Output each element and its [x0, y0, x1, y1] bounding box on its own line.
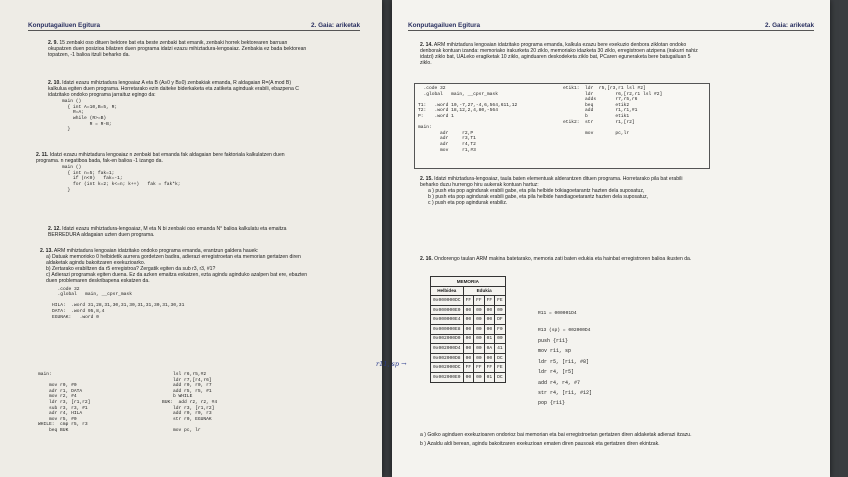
instruction-line: mov r11, sp: [538, 348, 572, 355]
left-page: [0, 0, 382, 477]
exercise-number: 2. 11.: [36, 152, 49, 158]
subquestion-c: c ) push eta pop agindurak erabiliz.: [428, 200, 508, 207]
memory-address: 0x002000E0: [431, 372, 464, 382]
topic-title: 2. Gaia: ariketak: [310, 22, 360, 29]
memory-byte: 00: [463, 324, 474, 334]
exercise-2-15: [420, 176, 702, 206]
right-running-header: [408, 22, 814, 31]
subquestion-a: a ) Goiko aginduen exekuzioaren ondorioz bai memorian eta bai erregistroetan gertatzen diren aldaketak adierazi itzazu.: [420, 432, 692, 438]
memory-byte: FE: [495, 363, 506, 373]
memory-byte: 00: [474, 372, 485, 382]
subquestion-c: c) Adierazi programak egiten duena. Ez da azken emaitza eskatzen, ezta agindu aginduko azalpen bat ere, ebazten duen problemaren deskribapena eskatzen da.: [46, 272, 308, 285]
memory-byte: 00: [463, 344, 474, 354]
instruction-line: ldr r5, [r11, #8]: [538, 358, 590, 365]
exercise-2-12: [48, 226, 310, 238]
exercise-2-11: [36, 152, 308, 193]
exercise-2-16: [420, 256, 702, 262]
subquestion-b: b ) Azaldu aldi berean, agindu bakoitzaren exekuzioan ematen diren pausoak eta gertatzen diren ekintzak.: [420, 441, 660, 448]
exercise-number: 2. 13.: [40, 248, 53, 254]
memory-byte: FF: [484, 296, 495, 306]
instruction-list: [538, 336, 592, 409]
memory-byte: F0: [495, 324, 506, 334]
instruction-line: str r4, [r11, #12]: [538, 390, 593, 397]
memory-byte: 00: [484, 305, 495, 315]
subquestion-a: a) Datuak memorioko 0 helbidetik aurrera gordetzen badira, adierazi erregistroetan eta memorian gertatzen diren aldaketak agindu bakoitzaren exekuzioarko.: [46, 254, 301, 267]
c-code-snippet: main () { int n=5; fak=1; if (n<0) fak=-1; for (int k=2; k<=n; k++) fak = fak*k; }: [62, 165, 181, 193]
instruction-line: add r4, r4, #7: [538, 379, 581, 386]
memory-byte: 00: [463, 334, 474, 344]
memory-table: [430, 276, 506, 383]
topic-title: 2. Gaia: ariketak: [764, 22, 814, 29]
column-address: Helbidea: [431, 286, 464, 296]
memory-byte: 00: [484, 324, 495, 334]
instruction-line: ldr r4, [r5]: [538, 369, 575, 376]
memory-byte: FE: [495, 296, 506, 306]
exercise-2-10: [48, 80, 308, 133]
exercise-text: Idatzi ezazu mihiztadura lengoaiaz n zenbaki bat emanda fak aldagaian bere faktoriala kalkulatzen duen programa. n negatiboa bada, fak-en balioa -1 izango da.: [36, 152, 285, 165]
memory-byte: 00: [463, 315, 474, 325]
memory-address: 0x000000E4: [431, 315, 464, 325]
memory-table-wrapper: [430, 276, 506, 383]
memory-address: 0x000000DC: [431, 296, 464, 306]
right-page: [392, 0, 830, 477]
memory-byte: 00: [474, 305, 485, 315]
memory-byte: 00: [495, 305, 506, 315]
memory-row: [431, 324, 506, 334]
exercise-number: 2. 10.: [48, 80, 61, 86]
memory-row: [431, 363, 506, 373]
column-content: Edukia: [463, 286, 505, 296]
memory-byte: 00: [463, 305, 474, 315]
memory-byte: 01: [484, 372, 495, 382]
exercise-number: 2. 12.: [48, 226, 61, 232]
exercise-text: ARM mihiztadura lengoaian idatzitako ondoko programa emanda, erantzun galdera hauek:: [53, 248, 259, 254]
memory-byte: FF: [484, 363, 495, 373]
exercise-2-13: [40, 248, 310, 320]
memory-address: 0x000000E8: [431, 324, 464, 334]
memory-byte: 00: [495, 334, 506, 344]
course-title: Konputagailuen Egitura: [28, 22, 101, 29]
memory-byte: 00: [474, 353, 485, 363]
memory-byte: DC: [495, 372, 506, 382]
memory-byte: 00: [474, 344, 485, 354]
memory-byte: FF: [463, 296, 474, 306]
memory-row: [431, 296, 506, 306]
asm-code-left-column: main: mov r0, #0 adr r1, DATA mov r2, #4 ldr r3, [r1,r2] sub r3, r3, #1 adr r4, HILA mov r5, #0 WHILE: cmp r5, r3 beq BUK: [38, 372, 91, 433]
handwritten-note: r11, sp →: [376, 360, 407, 368]
memory-byte: FF: [463, 363, 474, 373]
memory-byte: DF: [495, 315, 506, 325]
exercise-text: 15 zenbaki oso dituen bektore bat eta beste zenbaki bat emanik, zenbaki horrek bektorearen barruan okupatzen duen posizioa bilatzen duen programa idatzi ezazu mihiztadura-lengoaiaz. Zenbakia ez bada bektorean topatzen, -1 balioa itzuli beharko da.: [48, 40, 307, 59]
memory-byte: 01: [484, 334, 495, 344]
memory-row: [431, 353, 506, 363]
exercise-text: Ondorengo taulan ARM makina batetarako, memoria zati baten edukia eta hainbat erregistroren balioa ikusten da.: [434, 256, 692, 262]
subquestion-b: b ) push eta pop agindurak erabili gabe, eta pila helbide handiagoetarantz hazten dela suposatuz,: [428, 194, 649, 201]
left-running-header: [28, 22, 360, 31]
memory-address: 0x002000D4: [431, 344, 464, 354]
exercise-2-16-subquestions: [420, 432, 702, 447]
memory-byte: 41: [495, 344, 506, 354]
exercise-text: Idatzi ezazu mihiztadura-lengoaiaz, M eta N bi zenbaki oso emanda N° balioa kalkulatu eta emaitza BERREDURA aldagaian uzten duen programa.: [48, 226, 287, 239]
memory-byte: 00: [474, 324, 485, 334]
memory-table-title: MEMORIA: [431, 277, 506, 287]
memory-byte: FF: [474, 296, 485, 306]
memory-byte: 00: [463, 372, 474, 382]
exercise-text: Idatzi ezazu mihiztadura lengoaiaz A eta B (A≥0 y B≥0) zenbakiak emanda, R aldagaian R=(A mod B) kalkulua egiten duen programa. Horretarako ezin daiteke biderkaketa eta zatiketa aginduak erabili, ebazpena C idatzitako ondoko programa jarraituz egingo da:: [48, 80, 299, 99]
memory-address: 0x002000DC: [431, 363, 464, 373]
memory-address: 0x002000D8: [431, 353, 464, 363]
memory-row: [431, 334, 506, 344]
memory-byte: 00: [474, 334, 485, 344]
exercise-number: 2. 16.: [420, 256, 433, 262]
memory-row: [431, 315, 506, 325]
exercise-2-14: [420, 42, 702, 66]
memory-address: 0x000000E0: [431, 305, 464, 315]
course-title: Konputagailuen Egitura: [408, 22, 481, 29]
register-r11: R11 = 000001D4: [538, 311, 577, 317]
memory-byte: 0A: [484, 344, 495, 354]
asm-code-right-column: etik1: ldr r5,[r3,r1 lsl #2] ldr r6,[r2,r1 lsl #2] adds r7,r5,r6 beq etik2 add r1,r1,#1 b etik1 etik2: str r1,[r2] mov pc,lr: [563, 86, 663, 136]
exercise-number: 2. 15.: [420, 176, 433, 182]
subquestion-b: b) Zertarako erabiltzen da r5 erregistroa? Zergatik egiten da sub r3, r3, #1?: [46, 266, 216, 273]
memory-byte: FF: [474, 363, 485, 373]
memory-row: [431, 344, 506, 354]
exercise-number: 2. 14.: [420, 42, 433, 48]
exercise-text: Idatzi mihiztadura-lengoaiaz, taula baten elementuak alderantzen dituen programa. Horretarako pila bat erabili beharko duzu hurrengo hiru aukerak kontuan hartuz:: [420, 176, 683, 189]
memory-address: 0x002000D0: [431, 334, 464, 344]
memory-byte: 00: [484, 315, 495, 325]
subquestion-a: a ) push eta pop agindurak erabili gabe, eta pila helbide txikiagoetarantz hazten dela suposatuz,: [428, 188, 645, 195]
asm-code-left-column: .code 32 .global main, __cpsr_mask T1: .word 10,-7,27,-4,6,564,611,12 T2: .word 18,12,2,4,80,-564 P: .word 1 main: adr r2,P adr r3,T1 adr r4,T2 mov r1,#3: [418, 86, 518, 153]
instruction-line: pop {r11}: [538, 400, 566, 407]
memory-byte: 00: [463, 353, 474, 363]
memory-row: [431, 305, 506, 315]
memory-row: [431, 372, 506, 382]
asm-program-box: [414, 83, 710, 169]
register-r13: R13 (sp) = 002000D4: [538, 327, 591, 333]
exercise-2-9: [48, 40, 308, 58]
memory-byte: 00: [484, 353, 495, 363]
c-code-snippet: main () { int A=10,B=5, R; R=A; while (R>=B) R = R-B; }: [62, 99, 118, 133]
exercise-number: 2. 9.: [48, 40, 58, 46]
asm-code-right-column: lsl r6,r5,#2 ldr r7,[r4,r6] add r0, r0, r7 add r5, r5, #1 b WHILE BUK: add r2, r2, #4 ldr r3, [r1,r2] add r0, r0, r3 str r0, EGUNAK mov pc, lr: [162, 372, 218, 433]
instruction-line: push {r11}: [538, 338, 569, 344]
asm-data-section: .code 32 .global main, __cpsr_mask HILA: .word 31,28,31,30,31,30,31,31,30,31,30,31 DATA: .word 95,8,4 EGUNAK: .word 0: [52, 286, 185, 320]
memory-byte: DC: [495, 353, 506, 363]
memory-byte: 00: [474, 315, 485, 325]
exercise-text: ARM mihiztadura lengoaian idatzitako programa emanda, kalkula ezazu bere exekuzio denbora ziklotan ondoko denborak kontuan izanda: memoriako irakurketa 20 ziklo, memoriako idazketa 30 ziklo, erregistroen atzipena (irakurri nahiz idatzi) ziklo bat, UALeko eragiketak 10 ziklo, aginduaren deskodeketa ziklo bat, PCaren eguneraketa bere batugailuan 5 ziklo.: [420, 42, 698, 67]
